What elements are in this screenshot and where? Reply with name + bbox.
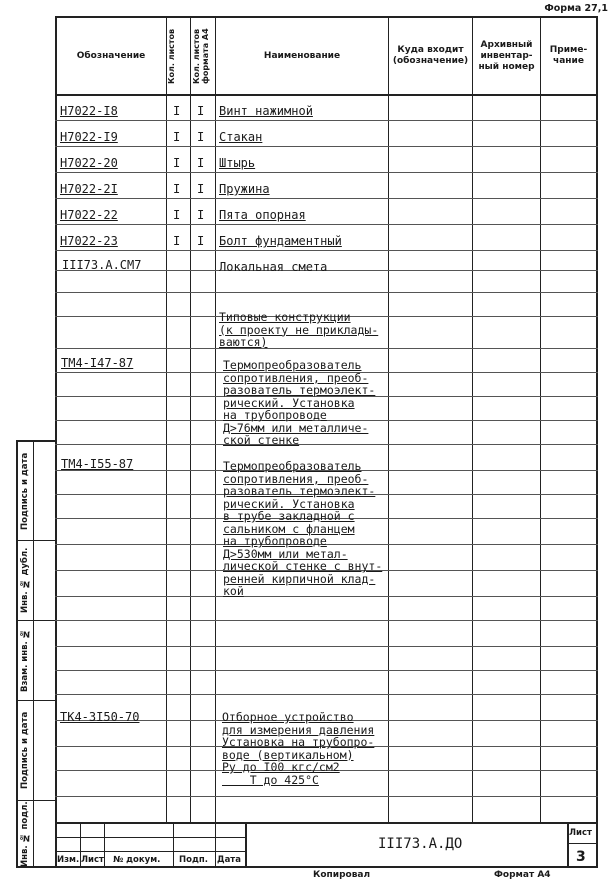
title-col xyxy=(215,822,216,868)
title-col xyxy=(104,822,105,868)
title-col xyxy=(245,822,247,868)
row-name: Винт нажимной xyxy=(219,104,313,118)
document-code: III73.А.ДО xyxy=(378,836,463,852)
title-block-line xyxy=(55,837,245,838)
row-name: Штырь xyxy=(219,156,256,170)
row-designation: Н7022-20 xyxy=(60,156,118,170)
block-designation: ТК4-3I50-70 xyxy=(60,710,140,724)
header-name: Наименование xyxy=(263,50,341,61)
side-label-dup-inv: Инв. № дубл. xyxy=(20,547,30,614)
header-archive-number: Архивный инвентар- ный номер xyxy=(478,39,535,72)
block-name: Термопреобразователь сопротивления, преоб- разователь термоэлект- рический. Установка в трубе закладной с сальником с фланцем на трубопроводе Д>530мм или метал- лической стенке с внут- ренней кирпичной клад- кой xyxy=(223,459,383,598)
row-sheets: I xyxy=(173,104,181,118)
title-line xyxy=(567,843,598,844)
row-line xyxy=(55,198,598,199)
sheet-number: 3 xyxy=(576,849,586,865)
col-change: Изм. xyxy=(57,855,80,865)
title-col xyxy=(173,822,174,868)
block-name: Термопреобразователь сопротивления, преоб- разователь термоэлект- рический. Установка на трубопроводе Д>76мм или металличе- ской стенке xyxy=(223,358,376,447)
col-line xyxy=(190,16,191,822)
footer-copied: Копировал xyxy=(313,870,371,880)
side-label-signature-date-2: Подпись и дата xyxy=(20,711,30,790)
col-sheet: Лист xyxy=(81,855,104,865)
row-sheets: I xyxy=(173,182,181,196)
row-line xyxy=(55,292,598,293)
row-sheets: I xyxy=(173,156,181,170)
header-notes: Приме- чание xyxy=(549,45,588,66)
row-name: Стакан xyxy=(219,130,263,144)
col-line xyxy=(472,16,473,822)
side-label-repl-inv: Взам. инв. № xyxy=(20,628,30,693)
row-line xyxy=(55,670,598,671)
title-block-top xyxy=(55,822,598,824)
col-line xyxy=(540,16,541,822)
row-a4: I xyxy=(197,130,205,144)
row-a4: I xyxy=(197,182,205,196)
row-designation: Н7022-2I xyxy=(60,182,118,196)
row-name: Пружина xyxy=(219,182,270,196)
row-line xyxy=(55,250,598,251)
row-line xyxy=(55,146,598,147)
col-doc-number: № докум. xyxy=(113,855,161,865)
row-sheets: I xyxy=(173,208,181,222)
row-sheets: I xyxy=(173,234,181,248)
header-divider xyxy=(55,94,598,96)
header-a4-sheets: Кол. листов формата А4 xyxy=(192,28,210,84)
form-label: Форма 27,1 xyxy=(544,3,608,14)
col-line xyxy=(166,16,167,822)
header-designation: Обозначение xyxy=(76,50,146,61)
side-label-signature-date: Подпись и дата xyxy=(20,452,30,530)
block-designation: ТМ4-I47-87 xyxy=(61,356,134,370)
sheet-label: Лист xyxy=(569,828,592,838)
header-where-included: Куда входит (обозначение) xyxy=(392,45,469,66)
row-line xyxy=(55,224,598,225)
col-line xyxy=(388,16,389,822)
header-sheets-count: Кол. листов xyxy=(167,28,176,84)
row-a4: I xyxy=(197,156,205,170)
row-designation: Н7022-I8 xyxy=(60,104,118,118)
row-line xyxy=(55,172,598,173)
row-name: Локальная смета xyxy=(219,260,328,274)
row-line xyxy=(55,796,598,797)
col-date: Дата xyxy=(217,855,241,865)
block-designation: ТМ4-I55-87 xyxy=(61,457,134,471)
row-name: Пята опорная xyxy=(219,208,306,222)
row-a4: I xyxy=(197,208,205,222)
footer-format: Формат А4 xyxy=(494,870,551,880)
block-name: Типовые конструкции (к проекту не приклады- ваются) xyxy=(219,310,379,349)
row-line xyxy=(55,120,598,121)
col-line xyxy=(215,16,216,822)
row-designation: Н7022-I9 xyxy=(60,130,118,144)
row-line xyxy=(55,694,598,695)
row-sheets: I xyxy=(173,130,181,144)
row-designation: III73.А.СМ7 xyxy=(62,258,142,272)
row-line xyxy=(55,620,598,621)
side-divider xyxy=(33,440,34,868)
row-name: Болт фундаментный xyxy=(219,234,342,248)
row-line xyxy=(55,646,598,647)
side-label-orig-inv: Инв. № подл. xyxy=(20,801,30,867)
row-designation: Н7022-22 xyxy=(60,208,118,222)
block-name: Отборное устройство для измерения давления Установка на трубопро- воде (вертикальном) Ру до I00 кгс/см2 Т до 425°С xyxy=(222,710,375,787)
row-a4: I xyxy=(197,234,205,248)
row-designation: Н7022-23 xyxy=(60,234,118,248)
row-a4: I xyxy=(197,104,205,118)
col-signature: Подп. xyxy=(179,855,208,865)
title-block-line xyxy=(55,851,245,852)
